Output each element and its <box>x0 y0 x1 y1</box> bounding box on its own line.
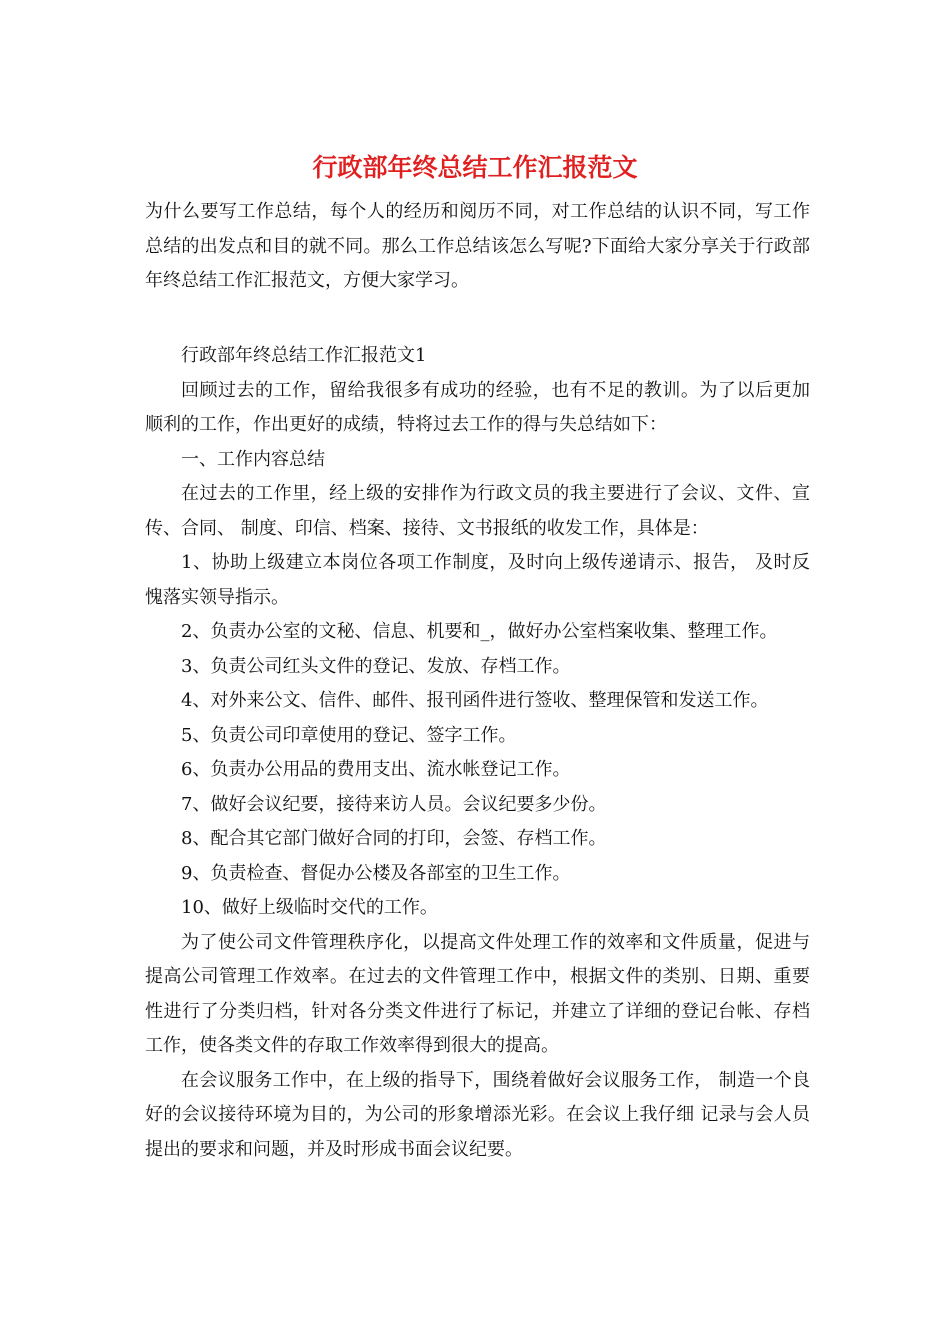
list-item: 9、负责检查、督促办公楼及各部室的卫生工作。 <box>181 862 571 884</box>
list-item: 2、负责办公室的文秘、信息、机要和_，做好办公室档案收集、整理工作。 <box>181 621 778 642</box>
list-item: 4、对外来公文、信件、邮件、报刊函件进行签收、整理保管和发送工作。 <box>181 690 769 711</box>
list-item: 10、做好上级临时交代的工作。 <box>181 897 438 918</box>
paragraph-duties: 在过去的工作里，经上级的安排作为行政文员的我主要进行了会议、文件、宣传、合同、 制度、印信、档案、接待、文书报纸的收发工作，具体是： <box>145 483 810 539</box>
list-item: 3、负责公司红头文件的登记、发放、存档工作。 <box>181 655 571 677</box>
list-item: 1、协助上级建立本岗位各项工作制度，及时向上级传递请示、报告， 及时反愧落实领导指示。 <box>145 552 810 608</box>
list-item: 5、负责公司印章使用的登记、签字工作。 <box>181 724 517 746</box>
list-item: 7、做好会议纪要，接待来访人员。会议纪要多少份。 <box>181 793 607 815</box>
document-title: 行政部年终总结工作汇报范文 <box>312 153 638 182</box>
paragraph-review: 回顾过去的工作，留给我很多有成功的经验，也有不足的教训。为了以后更加顺利的工作，作出更好的成绩，特将过去工作的得与失总结如下： <box>145 379 810 435</box>
heading-work-content: 一、工作内容总结 <box>181 448 325 470</box>
list-item: 8、配合其它部门做好合同的打印，会签、存档工作。 <box>181 828 607 849</box>
paragraph-meeting-service: 在会议服务工作中，在上级的指导下，围绕着做好会议服务工作， 制造一个良好的会议接待环境为目的，为公司的形象增添光彩。在会议上我仔细 记录与会人员提出的要求和问题，并及时形成书面会议纪要。 <box>145 1069 810 1160</box>
list-item: 6、负责办公用品的费用支出、流水帐登记工作。 <box>181 759 571 780</box>
intro-text: 为什么要写工作总结，每个人的经历和阅历不同，对工作总结的认识不同，写工作总结的出发点和目的就不同。那么工作总结该怎么写呢?下面给大家分享关于行政部年终总结工作汇报范文，方便大家学习。 <box>145 201 810 291</box>
section-title: 行政部年终总结工作汇报范文1 <box>181 345 427 366</box>
paragraph-file-management: 为了使公司文件管理秩序化，以提高文件处理工作的效率和文件质量，促进与提高公司管理工作效率。在过去的文件管理工作中，根据文件的类别、日期、重要性进行了分类归档，针对各分类文件进行了标记，并建立了详细的登记台帐、存档工作，使各类文件的存取工作效率得到很大的提高。 <box>145 931 810 1056</box>
intro-paragraph <box>145 195 810 299</box>
section-1 <box>145 339 810 1167</box>
